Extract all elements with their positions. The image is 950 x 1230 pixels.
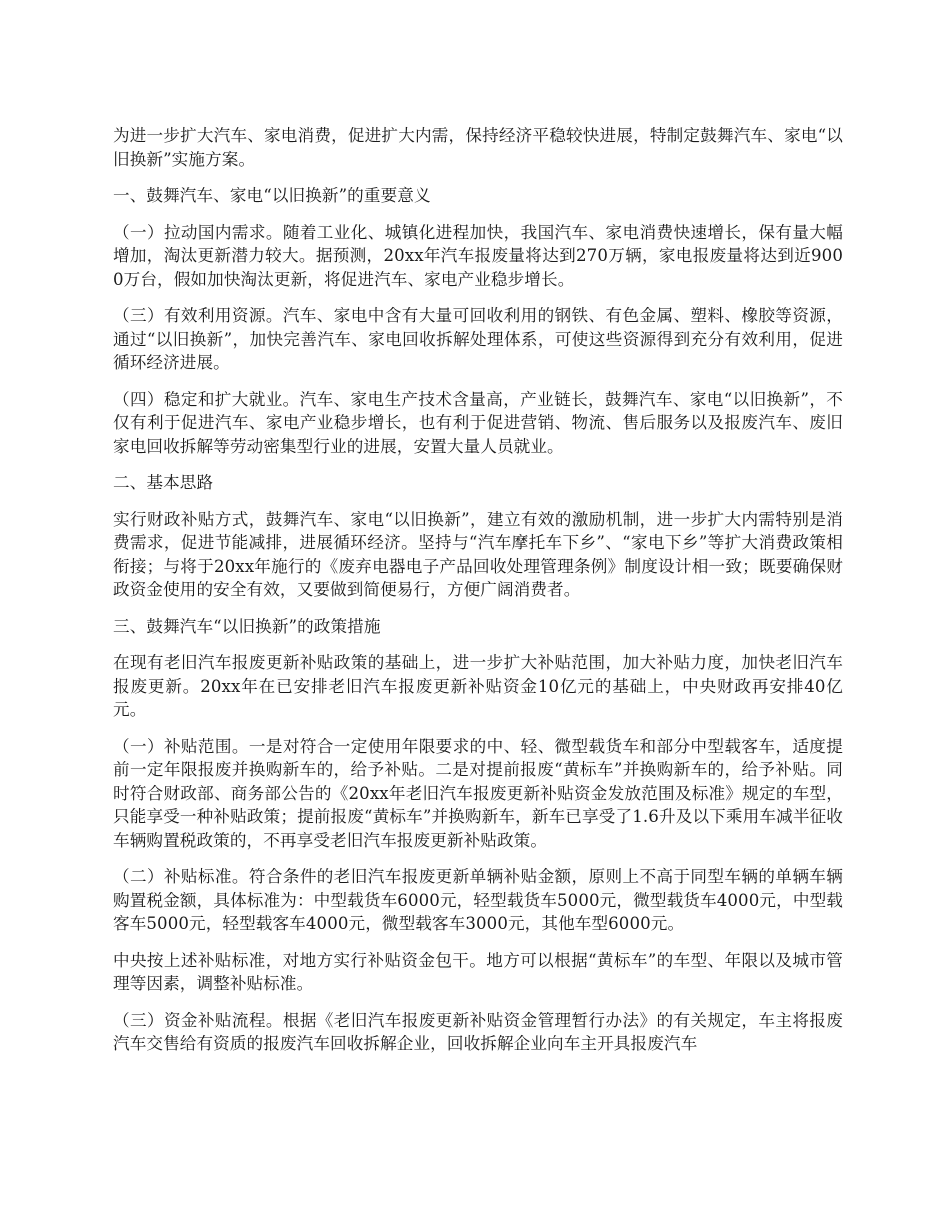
section-heading-2: 二、基本思路 [113,473,214,492]
section-heading-1: 一、鼓舞汽车、家电“以旧换新”的重要意义 [113,186,431,205]
paragraph-basic-approach: 实行财政补贴方式，鼓舞汽车、家电“以旧换新”，建立有效的激励机制，进一步扩大内需特别是消费需求，促进节能减排，进展循环经济。坚持与“汽车摩托车下乡”、“家电下乡”等扩大消费政策相衔接；与将于20xx年施行的《废弃电器电子产品回收处理管理条例》制度设计相一致；既要确保财政资金使用的安全有效，又要做到简便易行，方便广阔消费者。 [113,509,843,599]
paragraph-employment: （四）稳定和扩大就业。汽车、家电生产技术含量高，产业链长，鼓舞汽车、家电“以旧换新”，不仅有利于促进汽车、家电产业稳步增长，也有利于促进营销、物流、售后服务以及报废汽车、废旧家电回收拆解等劳动密集型行业的进展，安置大量人员就业。 [113,389,843,456]
section-heading-3: 三、鼓舞汽车“以旧换新”的政策措施 [113,616,381,636]
paragraph-domestic-demand: （一）拉动国内需求。随着工业化、城镇化进程加快，我国汽车、家电消费快速增长，保有量大幅增加，淘汰更新潜力较大。据预测，20xx年汽车报废量将达到270万辆，家电报废量将达到近9000万台，假如加快淘汰更新，将促进汽车、家电产业稳步增长。 [113,222,843,289]
intro-paragraph: 为进一步扩大汽车、家电消费，促进扩大内需，保持经济平稳较快进展，特制定鼓舞汽车、家电“以旧换新”实施方案。 [113,126,843,169]
paragraph-subsidy-scope: （一）补贴范围。一是对符合一定使用年限要求的中、轻、微型载货车和部分中型载客车，适度提前一定年限报废并换购新车的，给予补贴。二是对提前报废“黄标车”并换购新车的，给予补贴。同时符合财政部、商务部公告的《20xx年老旧汽车报废更新补贴资金发放范围及标准》规定的车型，只能享受一种补贴政策；提前报废“黄标车”并换购新车，新车已享受了1.6升及以下乘用车减半征收车辆购置税政策的，不再享受老旧汽车报废更新补贴政策。 [113,736,843,850]
paragraph-subsidy-process: （三）资金补贴流程。根据《老旧汽车报废更新补贴资金管理暂行办法》的有关规定，车主将报废汽车交售给有资质的报废汽车回收拆解企业，回收拆解企业向车主开具报废汽车 [113,1010,843,1053]
paragraph-resource-use: （三）有效利用资源。汽车、家电中含有大量可回收利用的钢铁、有色金属、塑料、橡胶等资源，通过“以旧换新”，加快完善汽车、家电回收拆解处理体系，可使这些资源得到充分有效利用，促进循环经济进展。 [113,306,843,372]
paragraph-central-allocation: 中央按上述补贴标准，对地方实行补贴资金包干。地方可以根据“黄标车”的车型、年限以及城市管理等因素，调整补贴标准。 [113,950,843,993]
paragraph-subsidy-standard: （二）补贴标准。符合条件的老旧汽车报废更新单辆补贴金额，原则上不高于同型车辆的单辆车辆购置税金额，具体标准为：中型载货车6000元，轻型载货车5000元，微型载货车4000元，中型载客车5000元，轻型载客车4000元，微型载客车3000元，其他车型6000元。 [113,867,843,933]
paragraph-subsidy-overview: 在现有老旧汽车报废更新补贴政策的基础上，进一步扩大补贴范围，加大补贴力度，加快老旧汽车报废更新。20xx年在已安排老旧汽车报废更新补贴资金10亿元的基础上，中央财政再安排40亿元。 [113,653,843,719]
document-body [113,124,843,1069]
